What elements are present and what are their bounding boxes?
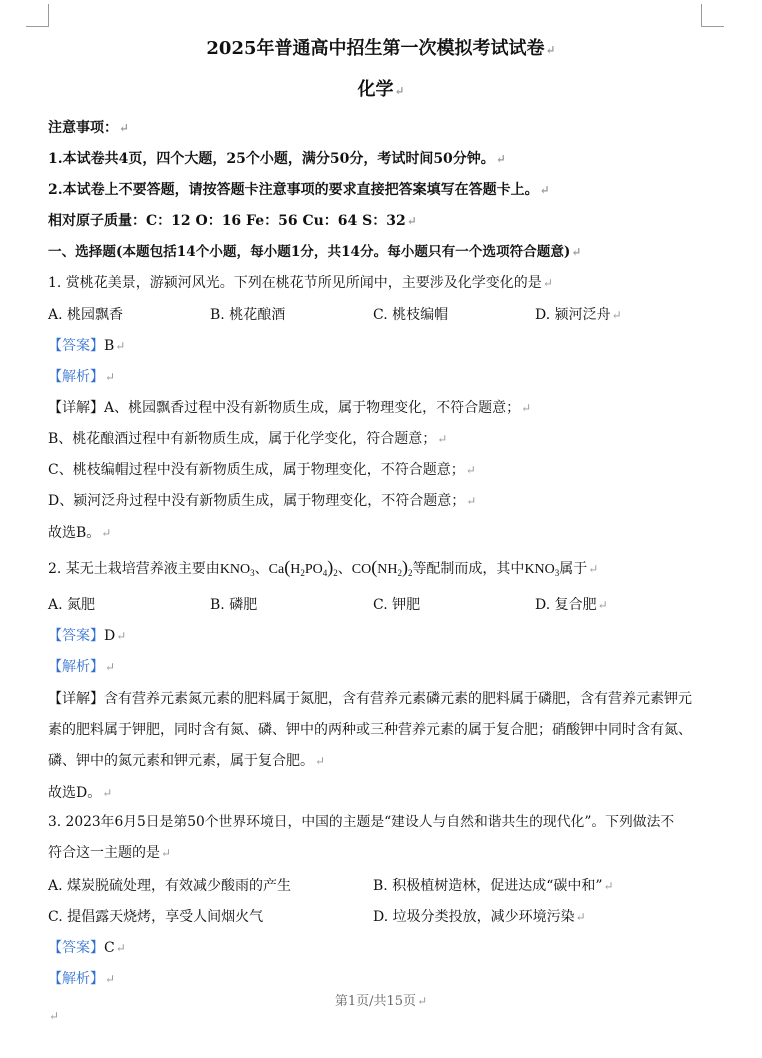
option-c: C. 桃枝编帽 xyxy=(373,307,449,323)
question-stem: 3. 2023年6月5日是第50个世界环境日，中国的主题是“建设人与自然和谐共生的现代化”。下列做法不 xyxy=(48,814,675,830)
paragraph-mark-icon: ↵ xyxy=(161,846,172,860)
option-b: B. 磷肥 xyxy=(210,597,258,613)
options-row xyxy=(48,595,708,615)
paragraph-mark-icon: ↵ xyxy=(105,660,116,674)
paragraph-mark-icon: ↵ xyxy=(542,276,553,290)
detail-line: 磷、钾中的氮元素和钾元素，属于复合肥。↵ xyxy=(48,753,326,769)
paragraph-mark-icon: ↵ xyxy=(539,183,550,197)
conclusion-line: 故选D。↵ xyxy=(48,785,113,801)
formula-kno3: $KNO_3$ xyxy=(219,562,255,578)
analysis-line xyxy=(48,969,115,989)
paragraph-mark-icon: ↵ xyxy=(571,245,582,259)
paragraph-mark-icon: ↵ xyxy=(545,43,556,57)
detail-label: 【详解】 xyxy=(48,691,104,707)
paragraph-mark-icon: ↵ xyxy=(115,339,126,353)
detail-line: C、桃枝编帽过程中没有新物质生成，属于物理变化，不符合题意；↵ xyxy=(48,462,476,478)
paragraph-mark-icon: ↵ xyxy=(417,994,428,1008)
question-stem: 符合这一主题的是↵ xyxy=(48,845,172,861)
detail-line: 【详解】含有营养元素氮元素的肥料属于氮肥，含有营养元素磷元素的肥料属于磷肥，含有营养元素钾元 xyxy=(48,691,692,707)
options-row xyxy=(48,305,708,325)
paragraph-mark-icon: ↵ xyxy=(437,432,448,446)
paragraph-mark-icon: ↵ xyxy=(315,754,326,768)
answer-label: 【答案】 xyxy=(48,628,104,644)
options-row xyxy=(48,907,708,927)
analysis-line xyxy=(48,367,115,387)
option-d: D. 复合肥↵ xyxy=(535,597,608,613)
answer-line xyxy=(48,938,126,958)
detail-line: D、颍河泛舟过程中没有新物质生成，属于物理变化，不符合题意；↵ xyxy=(48,493,477,509)
crop-mark-top-right xyxy=(701,4,724,27)
detail-label: 【详解】 xyxy=(48,400,104,416)
paragraph-mark-icon: ↵ xyxy=(105,972,116,986)
paragraph-mark-icon: ↵ xyxy=(495,152,506,166)
answer-line xyxy=(48,336,125,356)
option-c: C. 提倡露天烧烤，享受人间烟火气 xyxy=(48,909,264,925)
answer-label: 【答案】 xyxy=(48,940,104,956)
paragraph-mark-icon: ↵ xyxy=(116,629,127,643)
section-heading: 一、选择题(本题包括14个小题，每小题1分，共14分。每小题只有一个选项符合题意)↵ xyxy=(48,244,582,260)
page-footer: 第1页/共15页↵ xyxy=(334,994,428,1009)
question-stem: 2. 某无土栽培营养液主要由$KNO_3$、$Ca(H_2PO_4)_2$、$CO(NH_2)_2$等配制而成，其中$KNO_3$属于↵ xyxy=(48,557,599,578)
paragraph-mark-icon: ↵ xyxy=(406,214,417,228)
end-paragraph xyxy=(48,1005,59,1024)
paragraph-mark-icon: ↵ xyxy=(521,401,532,415)
option-b: B. 积极植树造林，促进达成“碳中和”↵ xyxy=(373,878,614,894)
paragraph-mark-icon: ↵ xyxy=(394,84,405,98)
paragraph-mark-icon: ↵ xyxy=(603,879,614,893)
answer-label: 【答案】 xyxy=(48,338,104,354)
option-c: C. 钾肥 xyxy=(373,597,421,613)
subject-title: 化学↵ xyxy=(357,79,405,100)
paragraph-mark-icon: ↵ xyxy=(597,598,608,612)
answer-value: B xyxy=(104,338,115,354)
formula-co-nh2-2: $CO(NH_2)_2$ xyxy=(351,557,413,578)
options-row xyxy=(48,876,708,896)
analysis-label: 【解析】 xyxy=(48,369,104,385)
analysis-label: 【解析】 xyxy=(48,659,104,675)
option-d: D. 颍河泛舟↵ xyxy=(535,307,622,323)
paragraph-mark-icon: ↵ xyxy=(588,562,599,576)
paragraph-mark-icon: ↵ xyxy=(465,463,476,477)
note-item: 1.本试卷共4页，四个大题，25个小题，满分50分，考试时间50分钟。↵ xyxy=(48,151,506,167)
question-stem: 1. 赏桃花美景，游颍河风光。下列在桃花节所见所闻中，主要涉及化学变化的是↵ xyxy=(48,275,553,291)
atomic-mass-line: 相对原子质量：C：12 O：16 Fe：56 Cu：64 S：32↵ xyxy=(48,213,417,229)
answer-line xyxy=(48,626,126,646)
exam-title: 2025年普通高中招生第一次模拟考试试卷↵ xyxy=(206,38,556,59)
paragraph-mark-icon: ↵ xyxy=(466,494,477,508)
conclusion-line: 故选B。↵ xyxy=(48,525,112,541)
note-item: 2.本试卷上不要答题，请按答题卡注意事项的要求直接把答案填写在答题卡上。↵ xyxy=(48,182,550,198)
paragraph-mark-icon: ↵ xyxy=(49,1009,60,1023)
option-a: A. 氮肥 xyxy=(48,597,96,613)
detail-line: B、桃花酿酒过程中有新物质生成，属于化学变化，符合题意；↵ xyxy=(48,431,448,447)
answer-value: D xyxy=(104,628,116,644)
paragraph-mark-icon: ↵ xyxy=(119,121,130,135)
analysis-line xyxy=(48,657,115,677)
formula-ca-h2po4-2: $Ca(H_2PO_4)_2$ xyxy=(268,557,338,578)
detail-line: 【详解】A、桃园飘香过程中没有新物质生成，属于物理变化，不符合题意；↵ xyxy=(48,400,532,416)
paragraph-mark-icon: ↵ xyxy=(105,370,116,384)
notes-heading: 注意事项：↵ xyxy=(48,120,130,136)
paragraph-mark-icon: ↵ xyxy=(101,526,112,540)
paragraph-mark-icon: ↵ xyxy=(115,941,126,955)
detail-line: 素的肥料属于钾肥，同时含有氮、磷、钾中的两种或三种营养元素的属于复合肥；硝酸钾中同时含有氮、 xyxy=(48,722,692,738)
answer-value: C xyxy=(104,940,115,956)
analysis-label: 【解析】 xyxy=(48,971,104,987)
formula-kno3: $KNO_3$ xyxy=(524,562,560,578)
option-d: D. 垃圾分类投放，减少环境污染↵ xyxy=(373,909,586,925)
paragraph-mark-icon: ↵ xyxy=(102,786,113,800)
paragraph-mark-icon: ↵ xyxy=(611,308,622,322)
crop-mark-top-left xyxy=(26,4,49,27)
option-a: A. 桃园飘香 xyxy=(48,307,124,323)
paragraph-mark-icon: ↵ xyxy=(575,910,586,924)
option-b: B. 桃花酿酒 xyxy=(210,307,286,323)
option-a: A. 煤炭脱硫处理，有效减少酸雨的产生 xyxy=(48,878,292,894)
